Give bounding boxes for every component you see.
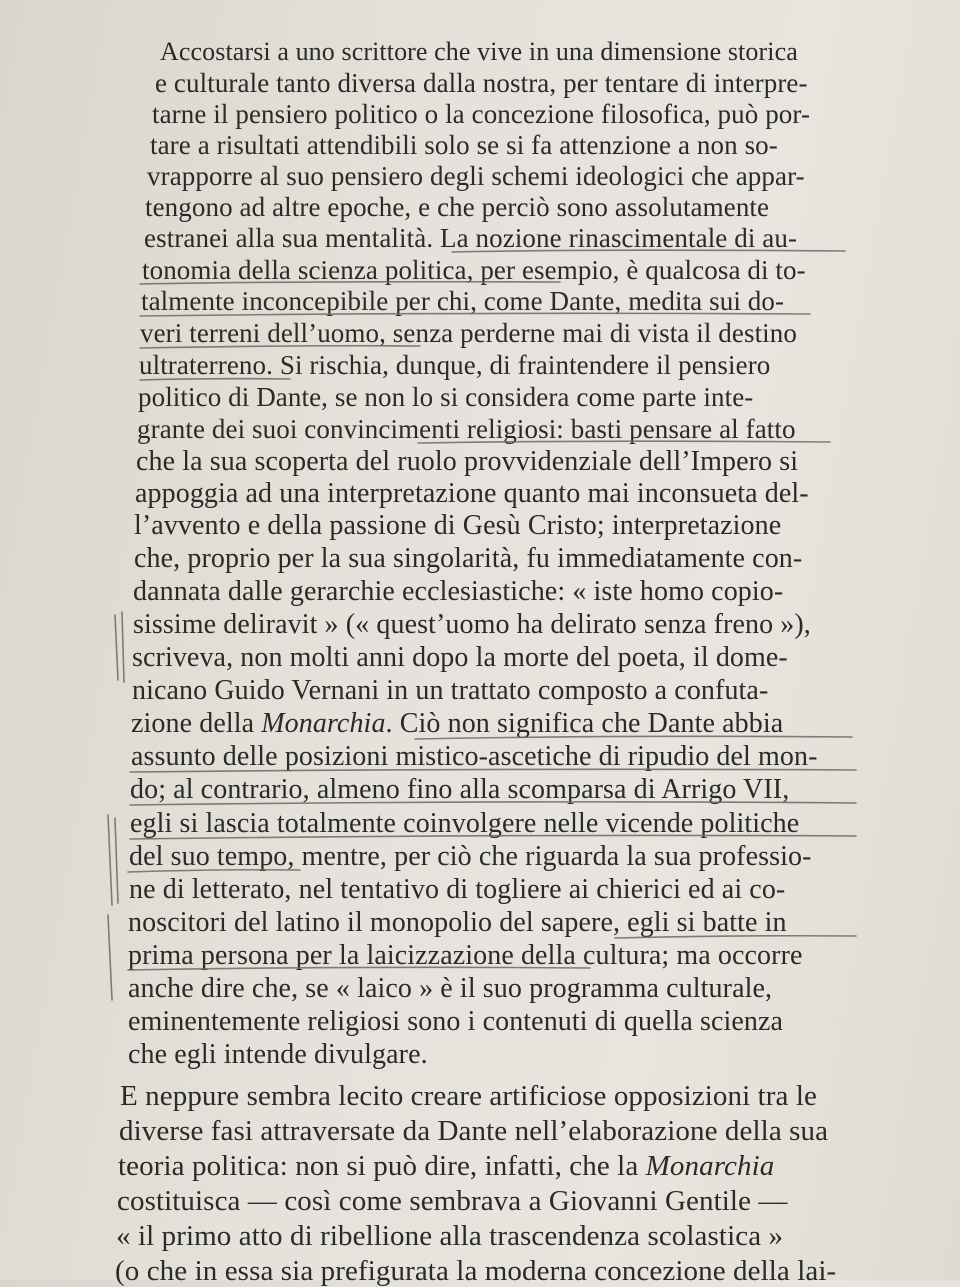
text-line: prima persona per la laicizzazione della cultura; ma occorre: [128, 940, 803, 971]
text-line: politico di Dante, se non lo si considera come parte inte-: [138, 382, 754, 412]
text-line: l’avvento e della passione di Gesù Cristo; interpretazione: [134, 510, 782, 541]
text-line: che la sua scoperta del ruolo provvidenziale dell’Impero si: [136, 446, 799, 477]
text-line: noscitori del latino il monopolio del sapere, egli si batte in: [128, 907, 787, 938]
text-line: tengono ad altre epoche, e che perciò sono assolutamente: [145, 192, 770, 222]
text-line: ultraterreno. Si rischia, dunque, di fraintendere il pensiero: [139, 350, 771, 380]
pencil-margin-bar: [122, 612, 124, 682]
text-line: e culturale tanto diversa dalla nostra, per tentare di interpre-: [155, 68, 808, 98]
pencil-margin-bar: [108, 915, 112, 1000]
book-title-monarchia: Monarchia: [261, 708, 386, 739]
pencil-margin-bar: [115, 615, 118, 680]
text-line: « il primo atto di ribellione alla trascendenza scolastica »: [116, 1220, 784, 1252]
text-line: appoggia ad una interpretazione quanto mai inconsueta del-: [135, 478, 809, 509]
text-line: Accostarsi a uno scrittore che vive in una dimensione storica: [160, 37, 798, 66]
text-span: . Ciò non significa che Dante abbia: [385, 708, 784, 739]
text-line: (o che in essa sia prefigurata la moderna concezione della lai-: [115, 1255, 837, 1287]
pencil-margin-bar: [115, 818, 118, 903]
text-line: E neppure sembra lecito creare artificiose opposizioni tra le: [120, 1080, 817, 1112]
text-line: [131, 710, 783, 738]
text-line: grante dei suoi convincimenti religiosi: basti pensare al fatto: [137, 414, 796, 444]
text-line: tonomia della scienza politica, per esempio, è qualcosa di to-: [142, 255, 806, 285]
text-line: ne di letterato, nel tentativo di togliere ai chierici ed ai co-: [129, 874, 786, 905]
text-line: anche dire che, se « laico » è il suo programma culturale,: [128, 973, 773, 1004]
text-line: do; al contrario, almeno fino alla scomparsa di Arrigo VII,: [130, 774, 790, 805]
text-line: che, proprio per la sua singolarità, fu immediatamente con-: [134, 543, 803, 574]
text-line: costituisca — così come sembrava a Giovanni Gentile —: [117, 1185, 788, 1217]
text-line: estranei alla sua mentalità. La nozione rinascimentale di au-: [144, 223, 798, 253]
text-line: tarne il pensiero politico o la concezione filosofica, può por-: [152, 99, 811, 129]
text-line: egli si lascia totalmente coinvolgere nelle vicende politiche: [130, 808, 800, 839]
text-line: scriveva, non molti anni dopo la morte del poeta, il dome-: [132, 642, 788, 673]
text-span: teoria politica: non si può dire, infatti, che la: [118, 1150, 646, 1182]
pencil-margin-bar: [108, 815, 112, 905]
text-line: eminentemente religiosi sono i contenuti di quella scienza: [128, 1006, 784, 1037]
text-line: talmente inconcepibile per chi, come Dante, medita sui do-: [141, 286, 785, 316]
text-line: dannata dalle gerarchie ecclesiastiche: « iste homo copio-: [133, 576, 784, 607]
book-title-monarchia: Monarchia: [645, 1150, 775, 1182]
text-line: assunto delle posizioni mistico-ascetiche di ripudio del mon-: [131, 741, 818, 772]
text-line: veri terreni dell’uomo, senza perderne mai di vista il destino: [140, 318, 797, 348]
text-line: che egli intende divulgare.: [128, 1039, 428, 1070]
text-line: sissime deliravit » (« quest’uomo ha delirato senza freno »),: [133, 609, 811, 640]
text-line: del suo tempo, mentre, per ciò che riguarda la sua professio-: [129, 841, 812, 872]
text-line: [118, 1152, 774, 1181]
text-line: vrapporre al suo pensiero degli schemi ideologici che appar-: [147, 161, 805, 191]
text-span: zione della: [131, 708, 262, 739]
text-line: diverse fasi attraversate da Dante nell’elaborazione della sua: [119, 1115, 829, 1147]
text-line: tare a risultati attendibili solo se si fa attenzione a non so-: [150, 130, 778, 160]
text-line: nicano Guido Vernani in un trattato composto a confuta-: [132, 675, 769, 706]
